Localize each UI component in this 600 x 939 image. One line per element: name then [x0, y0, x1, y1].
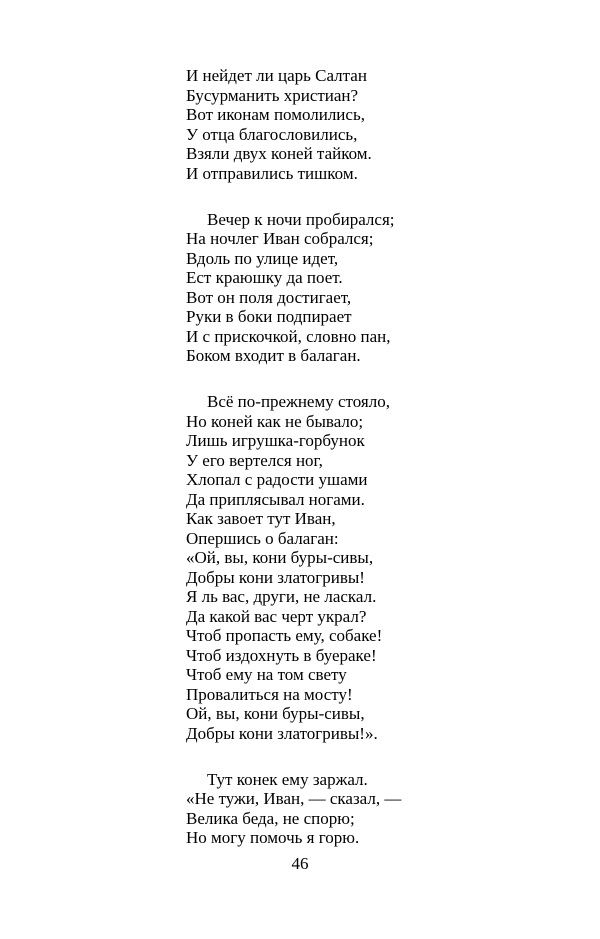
poem-line: Хлопал с радости ушами — [186, 470, 368, 489]
poem-line: Да приплясывал ногами. — [186, 489, 365, 509]
poem-line: Боком входит в балаган. — [186, 346, 361, 365]
poem-line: Ест краюшку да поет. — [186, 268, 343, 287]
poem-line: Да какой вас черт украл? — [186, 606, 367, 626]
poem-line: Добры кони златогривы!». — [186, 723, 378, 743]
poem-line: Лишь игрушка-горбунок — [186, 431, 365, 450]
poem-line: Чтоб ему на том свету — [186, 665, 347, 684]
poem-line: Тут конек ему заржал. — [207, 769, 368, 789]
poem-line: Бусурманить христиан? — [186, 85, 359, 105]
poem-line: Вот иконам помолились, — [186, 105, 365, 124]
stanza-1 — [186, 66, 566, 183]
poem-line: Всё по-прежнему стояло, — [207, 392, 390, 411]
poem-line: Добры кони златогривы! — [186, 567, 365, 587]
poem-line: И нейдет ли царь Салтан — [186, 66, 367, 85]
stanza-3 — [186, 392, 566, 743]
poem-line: Ой, вы, кони буры-сивы, — [186, 704, 365, 723]
poem-line: Как завоет тут Иван, — [186, 509, 336, 528]
poem-line: Опершись о балаган: — [186, 528, 339, 548]
poem-line: Велика беда, не спорю; — [186, 808, 355, 828]
stanza-4 — [186, 770, 566, 848]
stanza-2 — [186, 210, 566, 366]
poem-line: Провалиться на мосту! — [186, 684, 353, 704]
poem-line: Чтоб издохнуть в буераке! — [186, 645, 377, 665]
poem-line: Руки в боки подпирает — [186, 307, 352, 326]
poem-line: У его вертелся ног, — [186, 450, 323, 470]
poem-line: «Ой, вы, кони буры-сивы, — [186, 548, 374, 567]
poem-line: И с прискочкой, словно пан, — [186, 326, 391, 346]
poem-line: Взяли двух коней тайком. — [186, 144, 372, 163]
page-number: 46 — [291, 854, 309, 873]
poem-text — [186, 66, 566, 848]
poem-line: Вот он поля достигает, — [186, 287, 352, 307]
poem-line: И отправились тишком. — [186, 163, 358, 183]
poem-line: «Не тужи, Иван, — сказал, — — [186, 789, 402, 808]
poem-line: У отца благословились, — [186, 124, 358, 144]
poem-line: Я ль вас, други, не ласкал. — [186, 587, 377, 606]
poem-line: На ночлег Иван собрался; — [186, 229, 374, 248]
poem-line: Но могу помочь я горю. — [186, 828, 360, 847]
poem-line: Вдоль по улице идет, — [186, 248, 339, 268]
poem-line: Чтоб пропасть ему, собаке! — [186, 626, 383, 645]
poem-line: Вечер к ночи пробирался; — [207, 209, 395, 229]
poem-line: Но коней как не бывало; — [186, 411, 364, 431]
